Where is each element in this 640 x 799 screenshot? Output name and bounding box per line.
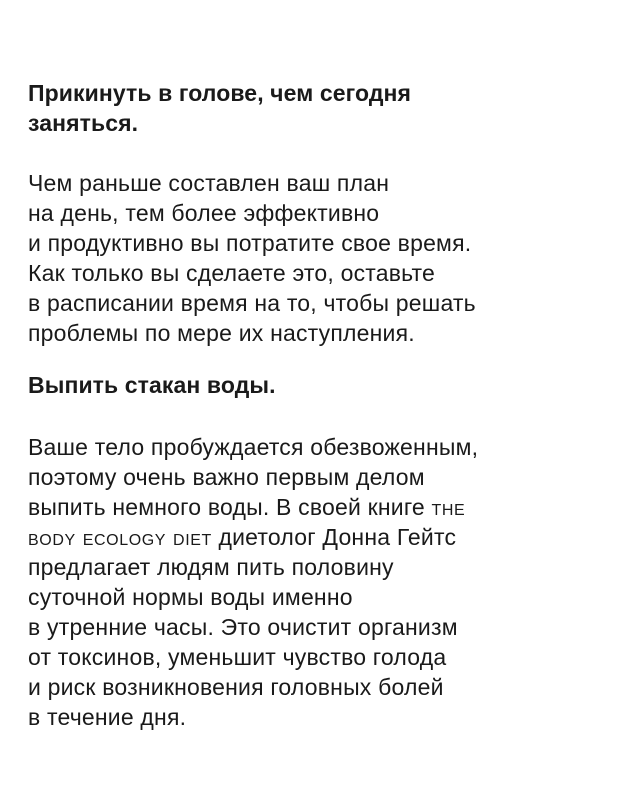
section-body-drink-water (28, 432, 478, 732)
body-line: Как только вы сделаете это, оставьте (28, 260, 436, 286)
heading-line: заняться. (28, 110, 139, 136)
body-line: в утренние часы. Это очистит организм (28, 614, 458, 640)
heading-line: Прикинуть в голове, чем сегодня (28, 80, 412, 106)
body-line-text: выпить немного воды. В своей книге (28, 494, 425, 520)
body-line: от токсинов, уменьшит чувство голода (28, 644, 447, 670)
body-line: проблемы по мере их наступления. (28, 320, 415, 346)
body-line: суточной нормы воды именно (28, 584, 353, 610)
book-title: body ecology diet (28, 524, 212, 550)
body-line: на день, тем более эффективно (28, 200, 380, 226)
body-line: предлагает людям пить половину (28, 554, 394, 580)
body-line: Ваше тело пробуждается обезвоженным, (28, 434, 479, 460)
body-line: и риск возникновения головных болей (28, 674, 444, 700)
body-line: в расписании время на то, чтобы решать (28, 290, 476, 316)
body-line (28, 492, 478, 522)
body-line: в течение дня. (28, 704, 187, 730)
body-line: поэтому очень важно первым делом (28, 464, 425, 490)
section-body-plan-day (28, 168, 476, 348)
body-line: Чем раньше составлен ваш план (28, 170, 390, 196)
body-line: и продуктивно вы потратите свое время. (28, 230, 472, 256)
book-title: the (431, 494, 466, 520)
section-heading-drink-water: Выпить стакан воды. (28, 372, 276, 398)
body-line (28, 522, 478, 552)
section-heading-plan-day (28, 78, 411, 138)
body-line-text: диетолог Донна Гейтс (218, 524, 457, 550)
